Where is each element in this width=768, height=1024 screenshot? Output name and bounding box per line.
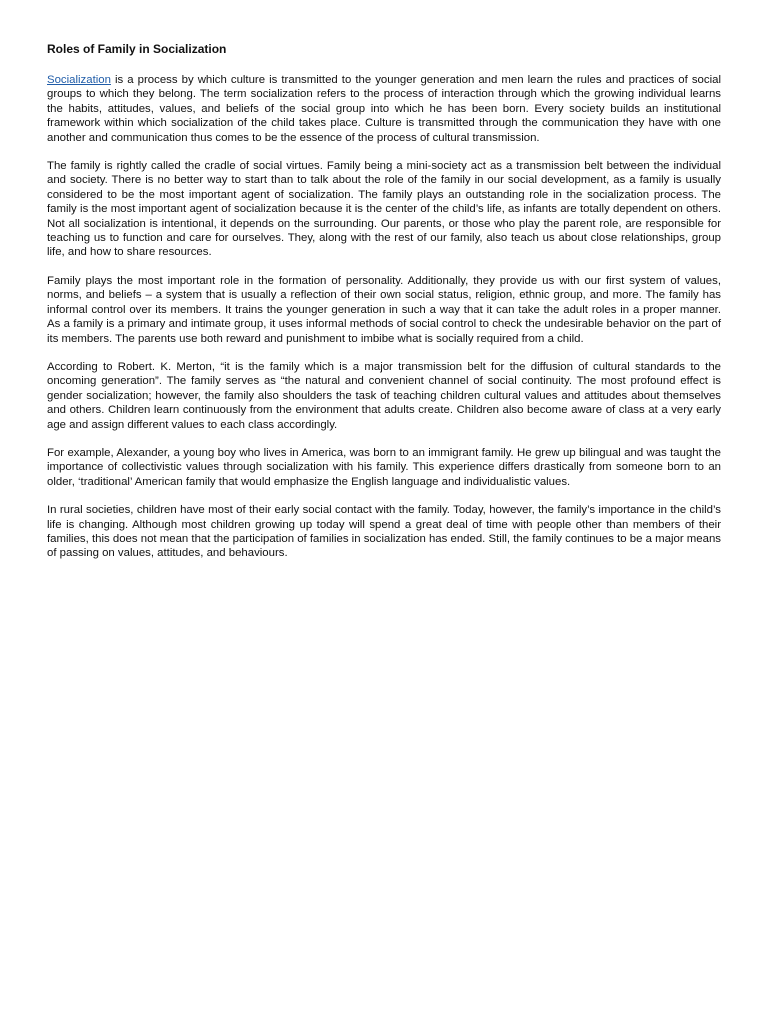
paragraph-example: For example, Alexander, a young boy who lives in America, was born to an immigrant family. He grew up bilingual and was taught the importance of collectivistic values through socialization with his family. This experience differs drastically from someone born to an older, ‘traditional’ American family that would emphasize the English language and individualistic values. <box>47 446 721 488</box>
paragraph-merton: According to Robert. K. Merton, “it is the family which is a major transmission belt for the diffusion of cultural standards to the oncoming generation”. The family serves as “the natural and convenient channel of social continuity. The most profound effect is gender socialization; however, the family also shoulders the task of teaching children cultural values and attitudes about themselves and others. Children learn continuously from the environment that adults create. Children also become aware of class at a very early age and assign different values to each class accordingly. <box>47 360 721 431</box>
paragraph-personality: Family plays the most important role in the formation of personality. Additionally, they provide us with our first system of values, norms, and beliefs – a system that is usually a reflection of their own social status, religion, ethnic group, and more. The family has informal control over its members. It trains the younger generation in such a way that it can take the adult roles in a proper manner. As a family is a primary and intimate group, it uses informal methods of social control to check the undesirable behavior on the part of its members. The parents use both reward and punishment to imbibe what is socially required from a child. <box>47 274 721 345</box>
document-title: Roles of Family in Socialization <box>47 42 227 56</box>
paragraph-rural-societies: In rural societies, children have most of their early social contact with the family. Today, however, the family’s importance in the child’s life is changing. Although most children growing up today will spend a great deal of time with people other than members of their families, this does not mean that the participation of families in socialization has ended. Still, the family continues to be a major means of passing on values, attitudes, and behaviours. <box>47 504 721 560</box>
paragraph-text: is a process by which culture is transmitted to the younger generation and men learn the rules and practices of social groups to which they belong. The term socialization refers to the process of interaction through which the growing individual learns the habits, attitudes, values, and beliefs of the social group into which he has been born. Every society builds an institutional framework within which socialization of the child takes place. Culture is transmitted through the communication they have with one another and communication thus comes to be the essence of the process of cultural transmission. <box>47 74 721 144</box>
paragraph-cradle-of-virtues: The family is rightly called the cradle of social virtues. Family being a mini-society act as a transmission belt between the individual and society. There is no better way to start than to talk about the role of the family in our social development, as a family is usually considered to be the most important agent of socialization. The family plays an outstanding role in the socialization process. The family is the most important agent of socialization because it is the center of the child’s life, as infants are totally dependent on others. Not all socialization is intentional, it depends on the surrounding. Our parents, or those who play the parent role, are responsible for teaching us to function and care for ourselves. They, along with the rest of our family, also teach us about close relationships, group life, and how to share resources. <box>47 160 721 259</box>
paragraph-socialization <box>47 73 721 145</box>
socialization-link[interactable]: Socialization <box>47 74 111 86</box>
